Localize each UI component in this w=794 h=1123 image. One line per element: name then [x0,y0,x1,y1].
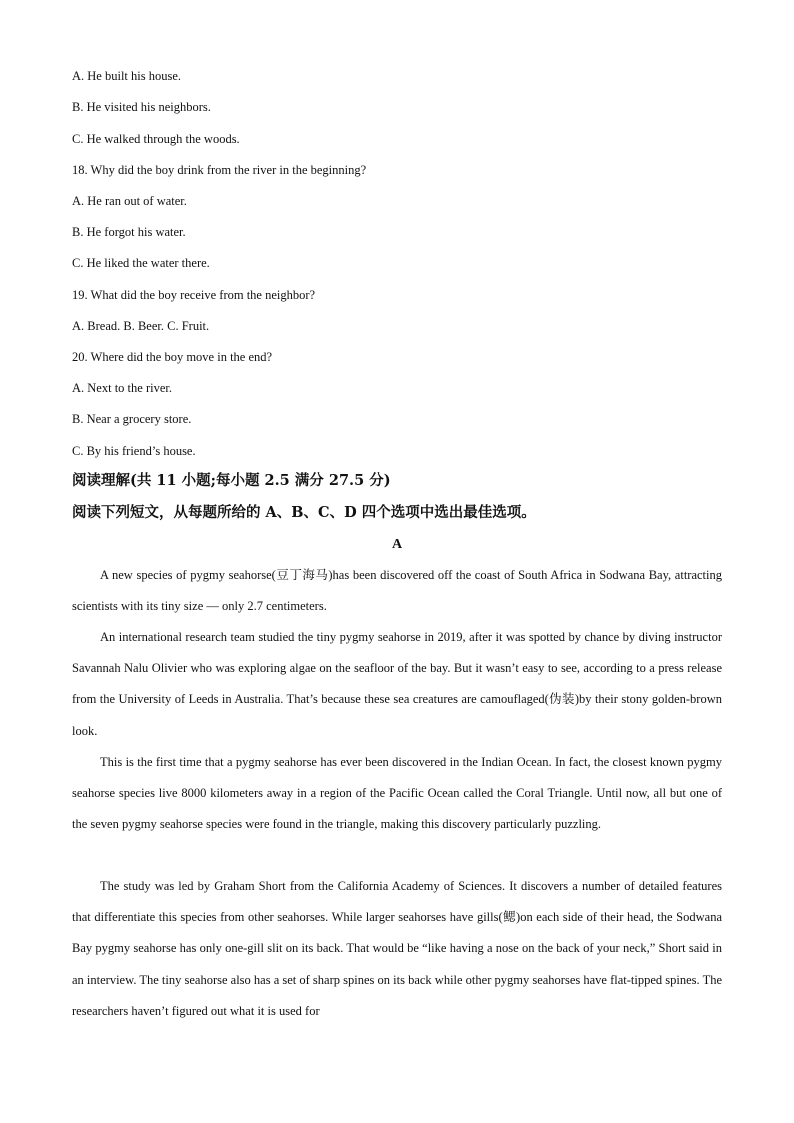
paragraph-2-text: An international research team studied the tiny pygmy seahorse in 2019, after it was spotted by chance by diving instructor Savannah Nalu Olivier who was exploring algae on the seafloor of the bay. But it wasn’t easy to see, according to a press release from the University of Leeds in Australia. That’s because these sea creatures are camouflaged(伪装)by their stony golden-brown look. [72,630,722,738]
question-19: 19. What did the boy receive from the neighbor? [72,288,316,302]
q18-option-a: A. He ran out of water. [72,194,187,208]
q18-option-b: B. He forgot his water. [72,225,186,239]
q17-option-b: B. He visited his neighbors. [72,100,211,114]
passage-paragraph-2 [72,622,722,747]
q20-option-a: A. Next to the river. [72,381,172,395]
q20-option-c: C. By his friend’s house. [72,444,196,458]
paragraph-3-text: This is the first time that a pygmy seahorse has ever been discovered in the Indian Ocean. In fact, the closest known pygmy seahorse species live 8000 kilometers away in a region of the Pacific Ocean called the Coral Triangle. Until now, all but one of the seven pygmy seahorse species were found in the triangle, making this discovery particularly puzzling. [72,755,722,832]
section-instruction: 阅读下列短文，从每题所给的 A、B、C、D 四个选项中选出最佳选项。 [72,504,536,521]
passage-paragraph-4 [72,871,722,1027]
q18-option-c: C. He liked the water there. [72,256,210,270]
paragraph-1-text: A new species of pygmy seahorse(豆丁海马)has been discovered off the coast of South Africa in Sodwana Bay, attracting scientists with its tiny size — only 2.7 centimeters. [72,568,722,614]
paragraph-4-text: The study was led by Graham Short from the California Academy of Sciences. It discovers a number of detailed features that differentiate this species from other seahorses. While larger seahorses have gills(鳃)on each side of their head, the Sodwana Bay pygmy seahorse has only one-gill slit on its back. That would be “like having a nose on the back of your neck,” Short said in an interview. The tiny seahorse also has a set of sharp spines on its back while other pygmy seahorses have flat-tipped spines. The researchers haven’t figured out what it is used for [72,879,722,1018]
q20-option-b: B. Near a grocery store. [72,412,192,426]
passage-paragraph-1 [72,560,722,622]
q17-option-c: C. He walked through the woods. [72,132,240,146]
section-title: 阅读理解(共 11 小题;每小题 2.5 满分 27.5 分) [72,472,391,489]
question-20: 20. Where did the boy move in the end? [72,350,273,364]
passage-label: A [391,537,403,552]
q19-options: A. Bread. B. Beer. C. Fruit. [72,319,210,333]
passage-paragraph-3 [72,747,722,841]
q17-option-a: A. He built his house. [72,69,182,83]
question-18: 18. Why did the boy drink from the river in the beginning? [72,163,367,177]
